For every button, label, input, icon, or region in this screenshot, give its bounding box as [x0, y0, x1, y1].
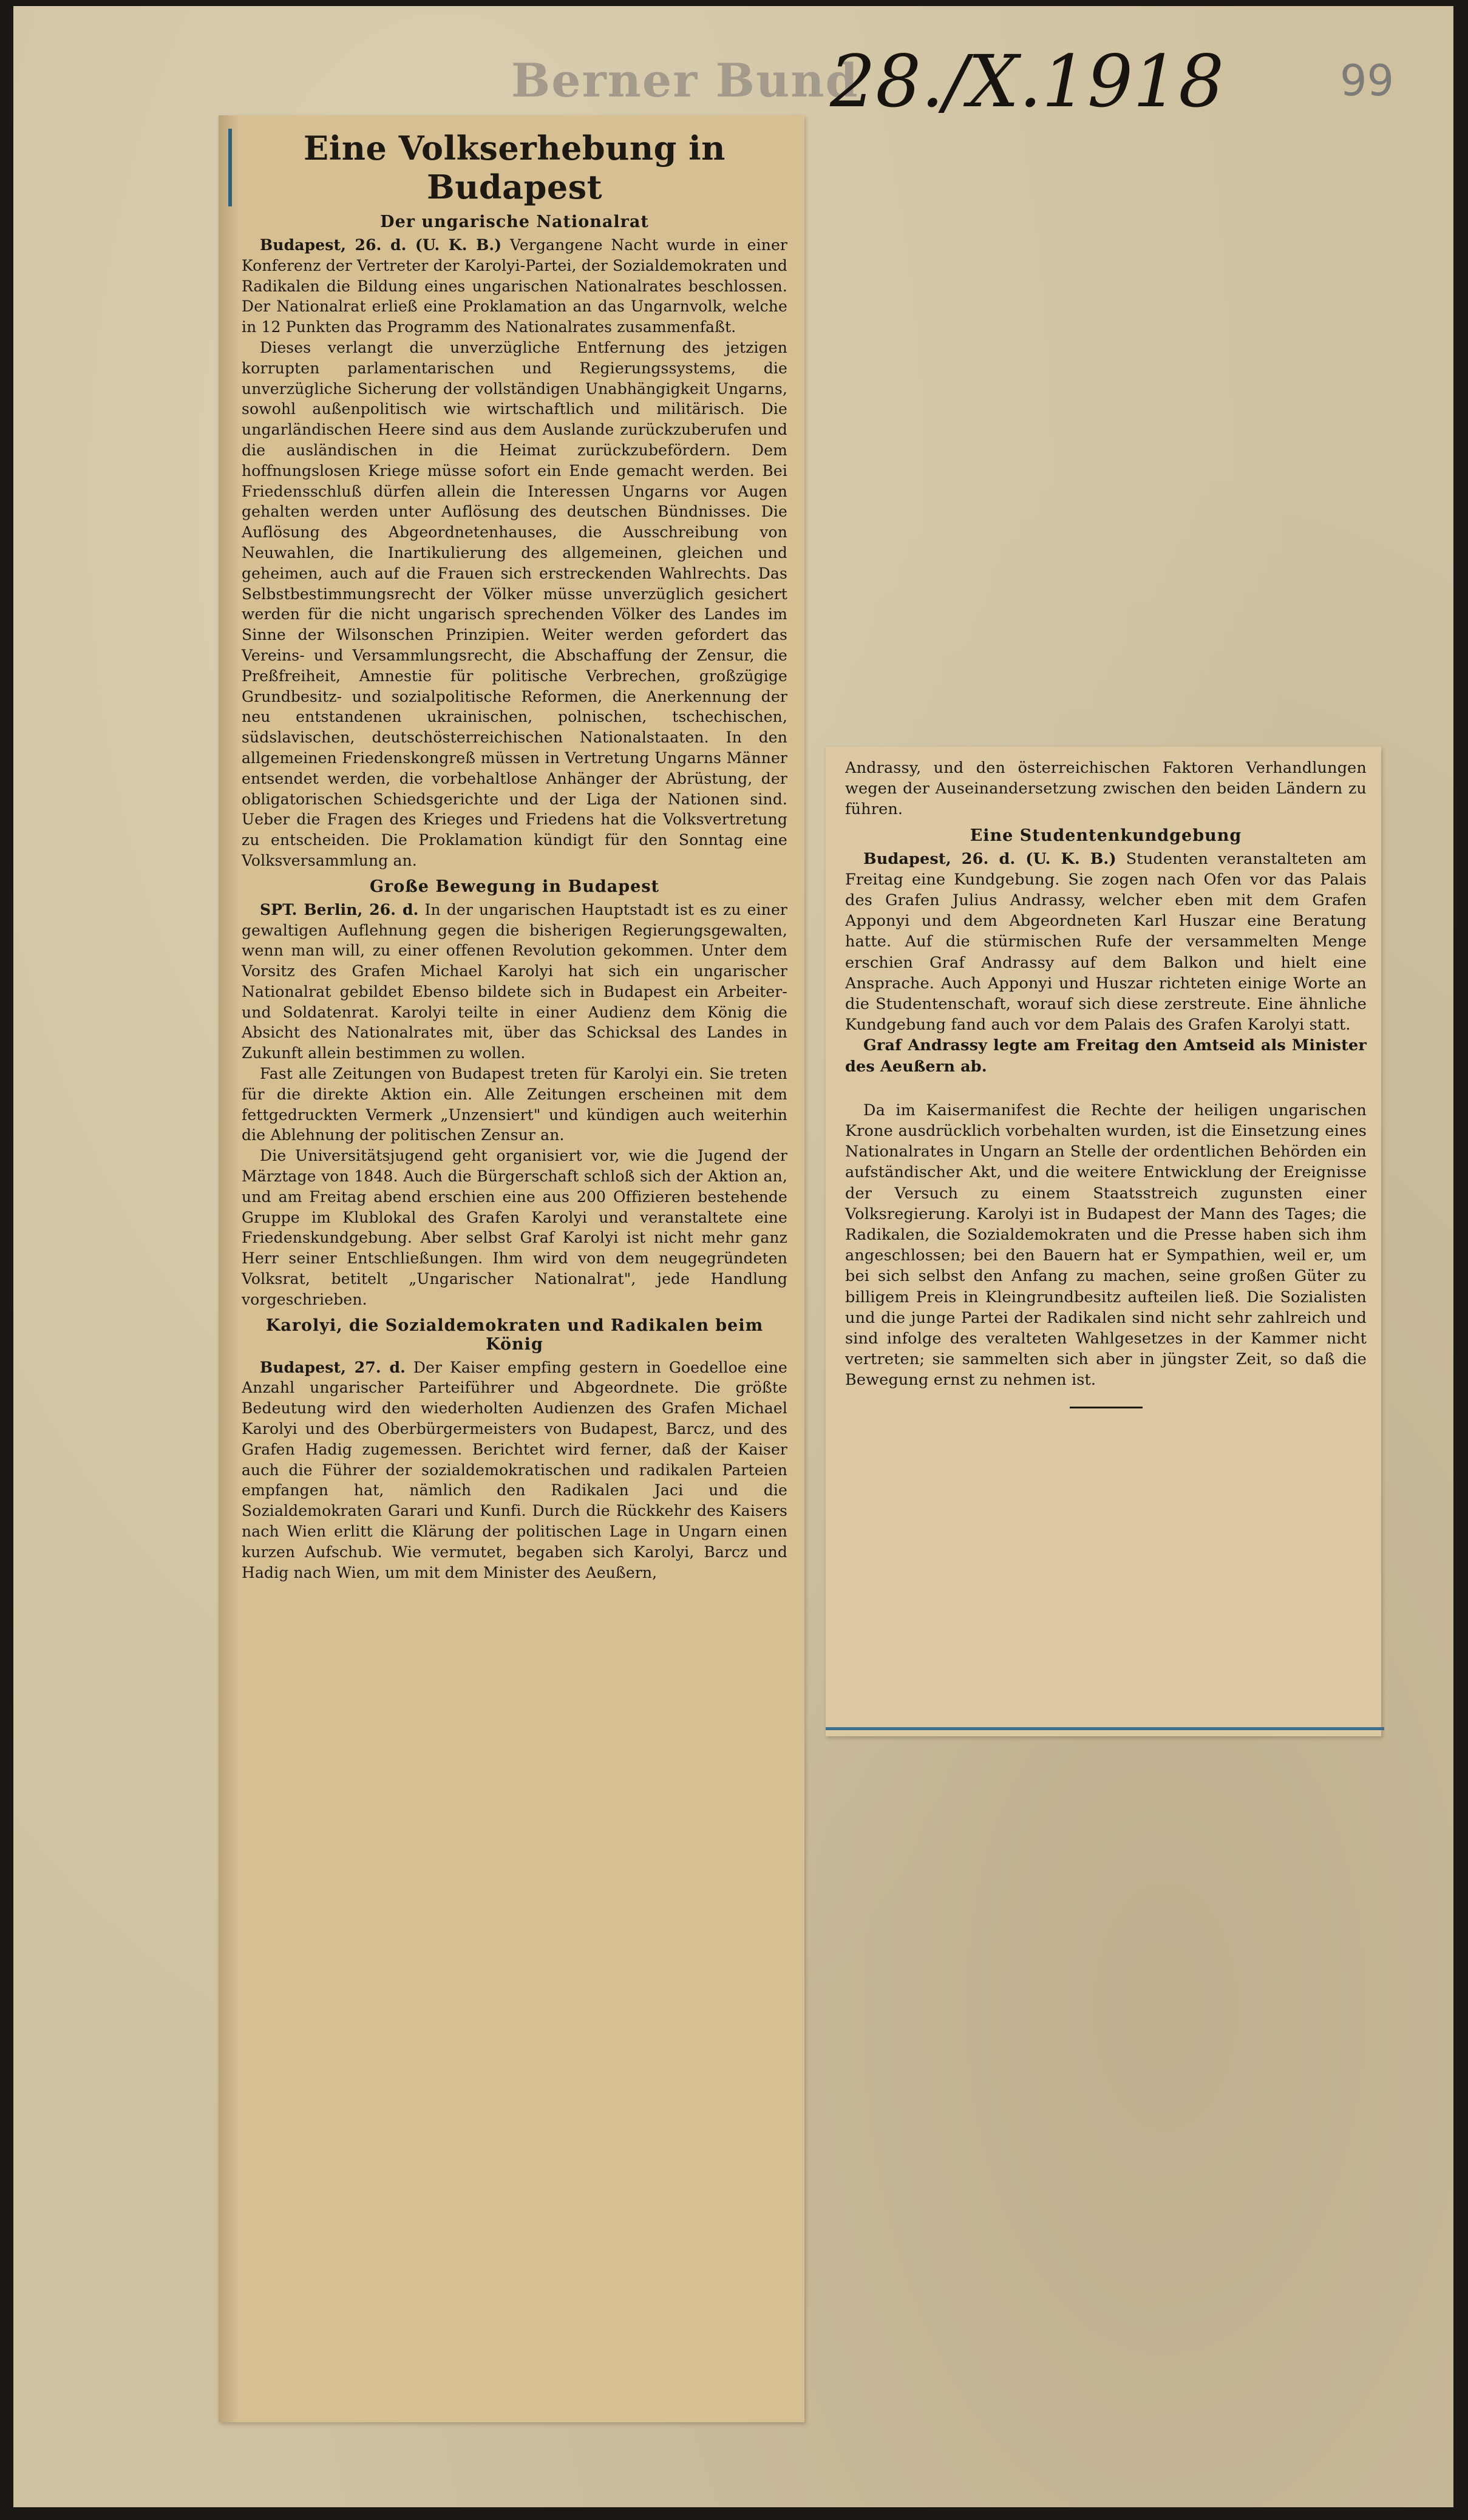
headline-accent-bar [228, 129, 232, 206]
section-subhead: Große Bewegung in Budapest [369, 877, 660, 896]
dateline: Budapest, 27. d. [260, 1358, 406, 1376]
handwritten-date: 28./X.1918 [830, 39, 1225, 123]
dateline: Budapest, 26. d. (U. K. B.) [863, 849, 1116, 868]
paragraph [242, 338, 787, 871]
headline-text: Eine Volkserhebung in Budapest [304, 129, 726, 206]
paragraph [845, 849, 1367, 1036]
paragraph-text: Die Universitätsjugend geht organisiert vor, wie die Jugend der Märztage von 1848. Auch die Bürgerschaft schloß sich der Aktion an, und am Freitag abend erschien eine aus 200 Offizieren bestehende Gruppe im Klublokal des Grafen Karolyi und veranstaltete eine Friedenskundgebung. Aber selbst Graf Karolyi ist nicht mehr ganz Herr seiner Entschließungen. Ihm wird von dem neugegründeten Volksrat, betitelt „Ungarischer Nationalrat", jede Handlung vorgeschrieben. [242, 1147, 787, 1308]
paragraph [845, 758, 1367, 820]
paragraph [242, 1064, 787, 1146]
paragraph-text: Fast alle Zeitungen von Budapest treten für Karolyi ein. Sie treten für die direkte Aktion ein. Alle Zeitungen erscheinen mit dem fettgedruckten Vermerk „Unzensiert" und kündigen auch weiterhin die Ablehnung der politischen Zensur an. [242, 1065, 787, 1144]
spacer [845, 1077, 1367, 1100]
paragraph [845, 1035, 1367, 1076]
paragraph [242, 1146, 787, 1309]
paragraph-text: Da im Kaisermanifest die Rechte der heiligen ungarischen Krone ausdrücklich vorbehalten wurden, ist die Einsetzung eines Nationalrates in Ungarn an Stelle der ordentlichen Behörden ein aufständischer Akt, und die weitere Entwicklung der Ereignisse der Versuch zu einem Staatsstreich zugunsten einer Volksregierung. Karolyi ist in Budapest der Mann des Tages; die Radikalen, die Sozialdemokraten und die Presse haben sich ihm angeschlossen; bei den Bauern hat er Sympathien, weil er, um bei sich selbst den Anfang zu machen, seine großen Güter zu billigem Preis in Kleingrundbesitz aufteilen ließ. Die Sozialisten und die junge Partei der Radikalen sind nicht sehr zahlreich und sind infolge des veralteten Wahlgesetzes in der Kammer nicht vertreten; sie sammelten sich aber in jüngster Zeit, so daß die Bewegung ernst zu nehmen ist. [845, 1101, 1367, 1390]
blue-pencil-edge [826, 1727, 1384, 1730]
paragraph [242, 235, 787, 338]
section-subhead: Karolyi, die Sozialdemokraten und Radikalen beim König [265, 1316, 764, 1354]
dateline: Budapest, 26. d. (U. K. B.) [260, 236, 502, 254]
clipping-main-article [219, 115, 804, 2422]
bold-sentence: Graf Andrassy legte am Freitag den Amtseid als Minister des Aeußern ab. [845, 1036, 1367, 1076]
paragraph [242, 900, 787, 1064]
paragraph [845, 1100, 1367, 1391]
paragraph-text: In der ungarischen Hauptstadt ist es zu einer gewaltigen Auflehnung gegen die bisherigen Regierungsgewalten, wenn man will, zu einer offenen Revolution gekommen. Unter dem Vorsitz des Grafen Michael Karolyi hat sich ein ungarischer Nationalrat gebildet Ebenso bildete sich in Budapest ein Arbeiter- und Soldatenrat. Karolyi teilte in einer Audienz dem König die Absicht des Nationalrates mit, über das Schicksal des Landes in Zukunft allein bestimmen zu wollen. [242, 900, 787, 1062]
paragraph [242, 1357, 787, 1583]
article-headline [242, 129, 787, 206]
section-subhead: Eine Studentenkundgebung [970, 826, 1242, 845]
dateline: SPT. Berlin, 26. d. [260, 900, 419, 919]
page-number: 99 [1340, 56, 1395, 106]
newspaper-stamp: Berner Bund [511, 53, 859, 107]
paragraph-text: Dieses verlangt die unverzügliche Entfernung des jetzigen korrupten parlamentarischen und Regierungssystems, die unverzügliche Sicherung der vollständigen Unabhängigkeit Ungarns, sowohl außenpolitisch wie wirtschaftlich und militärisch. Die ungarländischen Heere sind aus dem Auslande zurückzuberufen und die ausländischen in die Heimat zurückzubefördern. Dem hoffnungslosen Kriege müsse sofort ein Ende gemacht werden. Bei Friedensschluß dürfen allein die Interessen Ungarns vor Augen gehalten werden unter Auflösung des deutschen Bündnisses. Die Auflösung des Abgeordnetenhauses, die Ausschreibung von Neuwahlen, die Inartikulierung des allgemeinen, gleichen und geheimen, auch auf die Frauen sich erstreckenden Wahlrechts. Das Selbstbestimmungsrecht der Völker müsse unverzüglich gesichert werden für die nicht ungarisch sprechenden Völker des Landes im Sinne der Wilsonschen Prinzipien. Weiter werden gefordert das Vereins- und Versammlungsrecht, die Abschaffung der Zensur, die Preßfreiheit, Amnestie für politische Verbrechen, großzügige Grundbesitz- und sozialpolitische Reformen, die Anerkennung der neu entstandenen ukrainischen, polnischen, tschechischen, südslavischen, deutschösterreichischen Nationalstaaten. In den allgemeinen Friedenskongreß müssen in Vertretung Ungarns Männer entsendet werden, die vorbehaltlose Anhänger der Abrüstung, der obligatorischen Schiedsgerichte und der Liga der Nationen sind. Ueber die Fragen des Krieges und Friedens hat die Volksvertretung zu entscheiden. Die Proklamation kündigt für den Sonntag eine Volksversammlung an. [242, 338, 787, 869]
end-rule [1070, 1407, 1143, 1408]
paragraph-text: Der Kaiser empfing gestern in Goedelloe eine Anzahl ungarischer Parteiführer und Abgeordnete. Die größte Bedeutung wird den wiederholten Audienzen des Grafen Michael Karolyi und des Oberbürgermeisters von Budapest, Barcz, und des Grafen Hadig zugemessen. Berichtet wird ferner, daß der Kaiser auch die Führer der sozialdemokratischen und radikalen Parteien empfangen hat, nämlich den Radikalen Jaci und die Sozialdemokraten Garari und Kunfi. Durch die Rückkehr des Kaisers nach Wien erlitt die Klärung der politischen Lage in Ungarn einen kurzen Aufschub. Wie vermutet, begaben sich Karolyi, Barcz und Hadig nach Wien, um mit dem Minister des Aeußern, [242, 1358, 787, 1581]
clipping-continuation [826, 747, 1381, 1736]
section-subhead: Der ungarische Nationalrat [380, 212, 649, 231]
paragraph-text: Andrassy, und den österreichischen Faktoren Verhandlungen wegen der Auseinandersetzung zwischen den beiden Ländern zu führen. [845, 759, 1367, 819]
paragraph-text: Studenten veranstalteten am Freitag eine Kundgebung. Sie zogen nach Ofen vor das Palais des Grafen Julius Andrassy, welcher eben mit dem Grafen Apponyi und dem Abgeordneten Karl Huszar eine Beratung hatte. Auf die stürmischen Rufe der versammelten Menge erschien Graf Andrassy auf dem Balkon und hielt eine Ansprache. Auch Apponyi und Huszar richteten einige Worte an die Studentenschaft, worauf sich diese zerstreute. Eine ähnliche Kundgebung fand auch vor dem Palais des Grafen Karolyi statt. [845, 849, 1367, 1034]
paragraph-text: Vergangene Nacht wurde in einer Konferenz der Vertreter der Karolyi-Partei, der Sozialdemokraten und Radikalen die Bildung eines ungarischen Nationalrates beschlossen. Der Nationalrat erließ eine Proklamation an das Ungarnvolk, welche in 12 Punkten das Programm des Nationalrates zusammenfaßt. [242, 236, 788, 336]
